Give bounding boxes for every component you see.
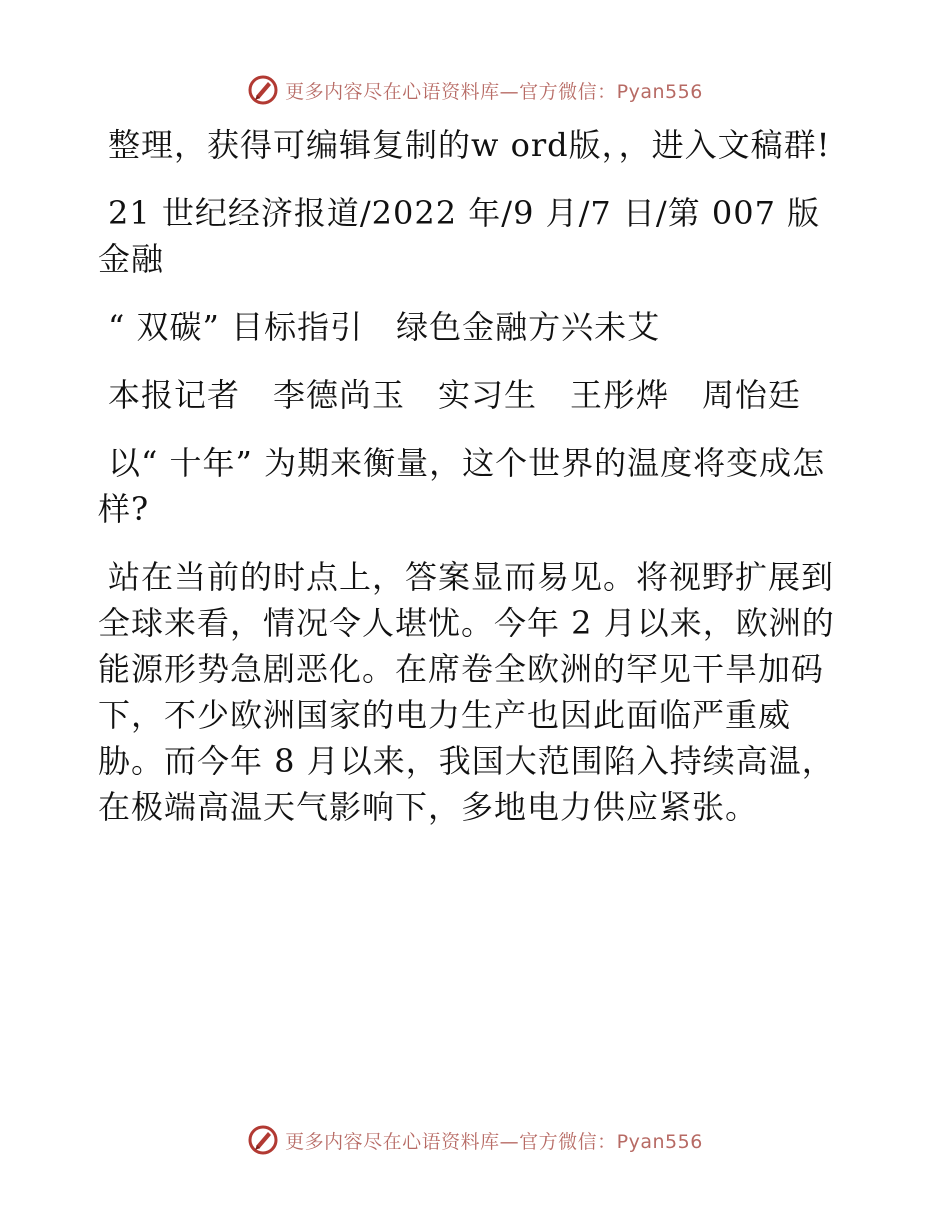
- article-title: “ 双碳” 目标指引 绿色金融方兴未艾: [108, 308, 661, 346]
- watermark-text: 更多内容尽在心语资料库—官方微信：Pyan556: [285, 1130, 703, 1153]
- article-byline: 本报记者 李德尚玉 实习生 王彤烨 周怡廷: [108, 376, 802, 414]
- paragraph-source: 21 世纪经济报道/2022 年/9 月/7 日/第 007 版 金融: [98, 194, 821, 278]
- paragraph-question: 以“ 十年” 为期来衡量，这个世界的温度将变成怎样?: [98, 444, 826, 528]
- paragraph-body: 站在当前的时点上，答案显而易见。将视野扩展到全球来看，情况令人堪忧。今年 2 月以来，欧洲的能源形势急剧恶化。在席卷全欧洲的罕见干旱加码下，不少欧洲国家的电力生产也因此面临严重威胁。而今年 8 月以来，我国大范围陷入持续高温，在极端高温天气影响下，多地电力供应紧张。: [98, 558, 835, 826]
- pen-seal-icon: [247, 74, 279, 106]
- header-watermark: [0, 70, 950, 110]
- pen-seal-icon: [247, 1124, 279, 1156]
- document-body: [98, 122, 853, 852]
- footer-watermark: [0, 1120, 950, 1160]
- paragraph-intro: 整理，获得可编辑复制的w ord版，，进入文稿群!: [108, 126, 831, 164]
- watermark-text: 更多内容尽在心语资料库—官方微信：Pyan556: [285, 80, 703, 103]
